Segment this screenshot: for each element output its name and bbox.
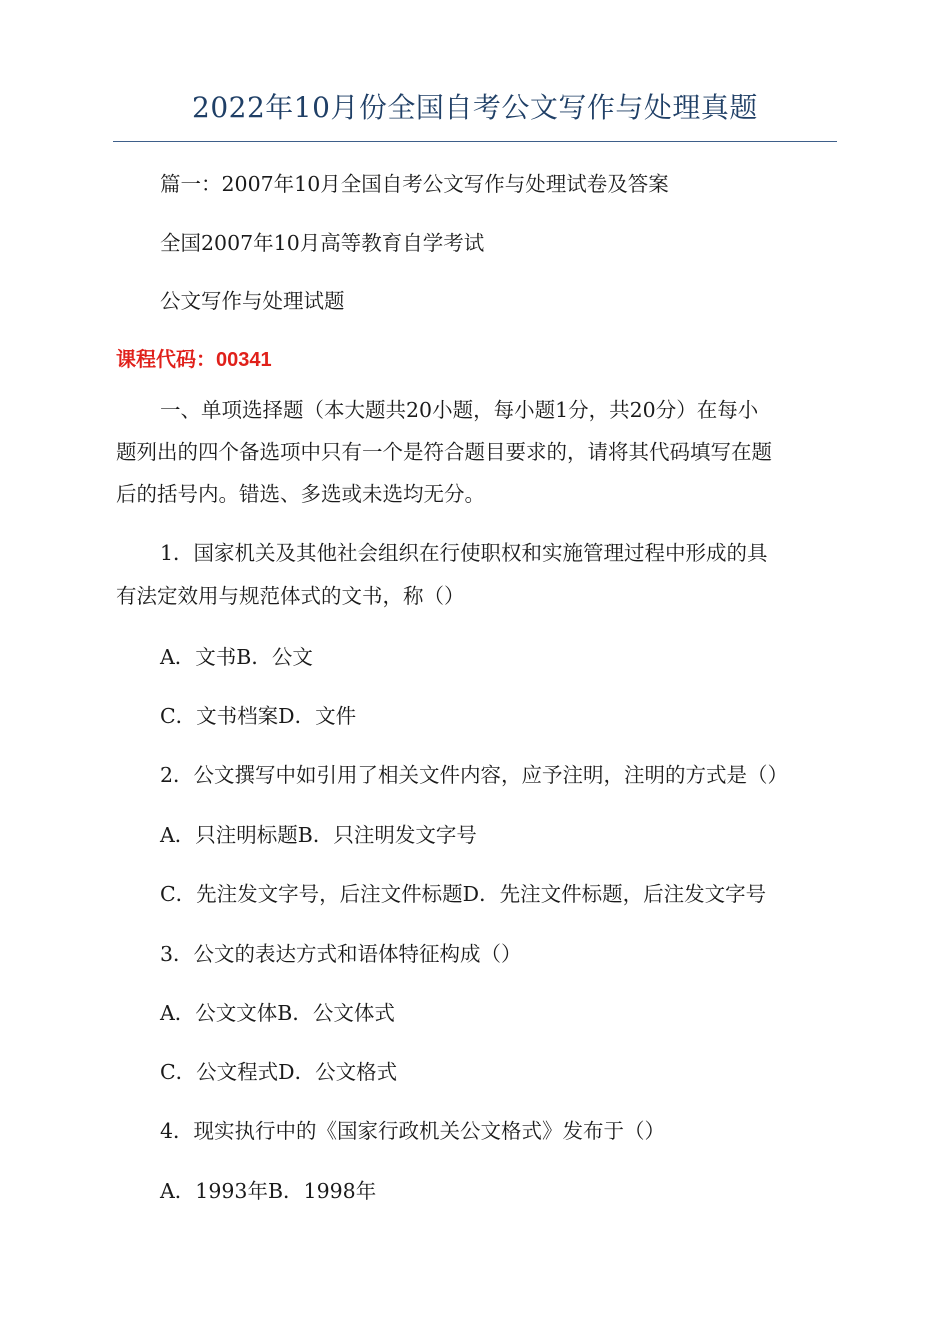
course-code: 课程代码：00341 (116, 349, 272, 371)
question-4: 4．现实执行中的《国家行政机关公文格式》发布于（） (160, 1119, 666, 1143)
page-title: 2022年10月份全国自考公文写作与处理真题 (192, 91, 758, 124)
paragraph-subject: 公文写作与处理试题 (160, 289, 345, 313)
question-3-options-ab: A．公文文体B．公文体式 (160, 1001, 395, 1025)
question-3-options-cd: C．公文程式D．公文格式 (160, 1060, 398, 1084)
paragraph-exam-name: 全国2007年10月高等教育自学考试 (160, 231, 485, 255)
question-1-options-cd: C．文书档案D．文件 (160, 704, 357, 728)
section-instructions-line: 题列出的四个备选项中只有一个是符合题目要求的，请将其代码填写在题 (116, 440, 772, 464)
question-4-options-ab: A．1993年B．1998年 (160, 1179, 377, 1203)
question-1-line: 有法定效用与规范体式的文书，称（） (116, 584, 465, 608)
question-2-options-cd: C．先注发文字号，后注文件标题D．先注文件标题，后注发文字号 (160, 882, 767, 906)
question-1-line: 1．国家机关及其他社会组织在行使职权和实施管理过程中形成的具 (160, 541, 768, 565)
section-instructions-line: 一、单项选择题（本大题共20小题，每小题1分，共20分）在每小 (160, 398, 759, 422)
title-divider (113, 141, 837, 142)
question-1-options-ab: A．文书B．公文 (160, 645, 313, 669)
question-2-options-ab: A．只注明标题B．只注明发文字号 (160, 823, 477, 847)
question-2: 2．公文撰写中如引用了相关文件内容，应予注明，注明的方式是（） (160, 763, 789, 787)
paragraph-source: 篇一：2007年10月全国自考公文写作与处理试卷及答案 (160, 172, 669, 196)
section-instructions-line: 后的括号内。错选、多选或未选均无分。 (116, 482, 485, 506)
question-3: 3．公文的表达方式和语体特征构成（） (160, 942, 522, 966)
